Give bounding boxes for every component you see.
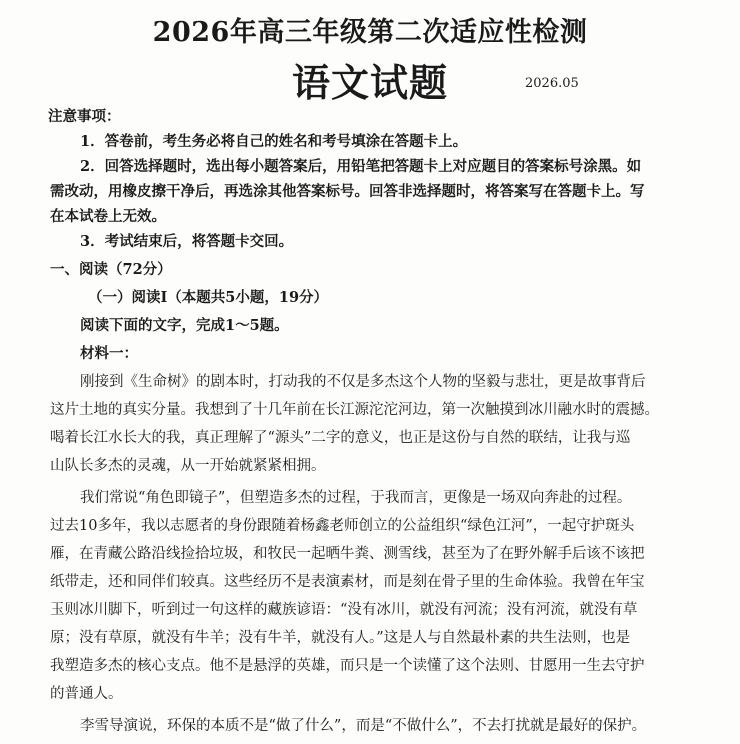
- section-title: 一、阅读（72分）: [50, 261, 172, 278]
- passage-line: 喝着长江水长大的我，真正理解了“源头”二字的意义，也正是这份与自然的联结，让我与巡: [50, 430, 631, 446]
- passage-line: 我们常说“角色即镜子”，但塑造多杰的过程，于我而言，更像是一场双向奔赴的过程。: [80, 490, 632, 506]
- passage-line: 这片土地的真实分量。我想到了十几年前在长江源沱沱河边，第一次触摸到冰川融水时的震撼。: [50, 402, 659, 418]
- passage-line: 我塑造多杰的核心支点。他不是悬浮的英雄，而只是一个读懂了这个法则、甘愿用一生去守护: [50, 658, 645, 674]
- passage-line: 雁，在青藏公路沿线捡拾垃圾，和牧民一起晒牛粪、测雪线，甚至为了在野外解手后该不该把: [50, 546, 645, 562]
- subject-title: 语文试题: [291, 60, 448, 105]
- exam-date: 2026.05: [525, 76, 579, 91]
- passage-line: 刚接到《生命树》的剧本时，打动我的不仅是多杰这个人物的坚毅与悲壮，更是故事背后: [80, 374, 646, 390]
- notice-line: 2．回答选择题时，选出每小题答案后，用铅笔把答题卡上对应题目的答案标号涂黑。如: [80, 158, 642, 175]
- notice-line: 在本试卷上无效。: [50, 208, 166, 225]
- passage-line: 纸带走，还和同伴们较真。这些经历不是表演素材，而是刻在骨子里的生命体验。我曾在年宝: [50, 574, 645, 590]
- subsection-title: （一）阅读Ⅰ（本题共5小题，19分）: [88, 289, 329, 306]
- passage-line: 玉则冰川脚下，听到过一句这样的藏族谚语：“没有冰川，就没有河流；没有河流，就没有草: [50, 602, 638, 618]
- notice-line: 1．答卷前，考生务必将自己的姓名和考号填涂在答题卡上。: [80, 133, 468, 150]
- notice-label: 注意事项：: [48, 108, 121, 125]
- notice-line: 3．考试结束后，将答题卡交回。: [80, 233, 294, 250]
- passage-line: 李雪导演说，环保的本质不是“做了什么”，而是“不做什么”，不去打扰就是最好的保护。: [80, 718, 647, 734]
- passage-line: 过去10多年，我以志愿者的身份跟随着杨鑫老师创立的公益组织“绿色江河”，一起守护斑头: [50, 518, 635, 534]
- material-label: 材料一：: [80, 345, 138, 362]
- passage-line: 山队长多杰的灵魂，从一开始就紧紧相拥。: [50, 458, 326, 474]
- instruction-text: 阅读下面的文字，完成1～5题。: [80, 317, 289, 334]
- passage-line: 原；没有草原，就没有牛羊；没有牛羊，就没有人。”这是人与自然最朴素的共生法则，也是: [50, 630, 631, 646]
- exam-title: 2026年高三年级第二次适应性检测: [152, 17, 588, 48]
- notice-line: 需改动，用橡皮擦干净后，再选涂其他答案标号。回答非选择题时，将答案写在答题卡上。写: [50, 183, 645, 200]
- passage-line: 的普通人。: [50, 686, 123, 702]
